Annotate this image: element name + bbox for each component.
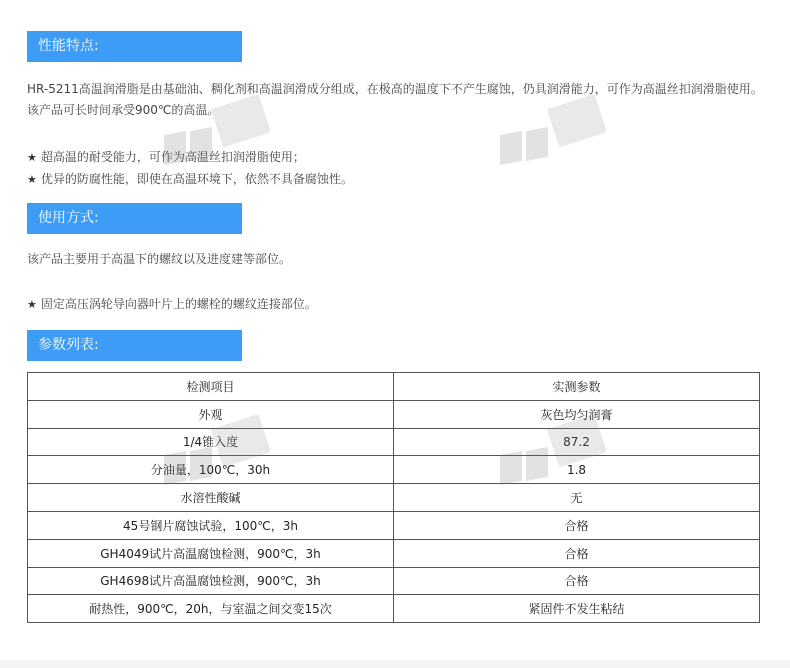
table-row (28, 400, 760, 428)
table-cell-item: GH4698试片高温腐蚀检测，900℃，3h (28, 567, 394, 595)
table-cell-item: 耐热性，900℃，20h，与室温之间交变15次 (28, 595, 394, 623)
table-header-value: 实测参数 (394, 373, 760, 401)
table-cell-item: 水溶性酸碱 (28, 484, 394, 512)
table-row (28, 428, 760, 456)
table-cell-value: 合格 (394, 567, 760, 595)
table-cell-value: 87.2 (394, 428, 760, 456)
features-bullet-2: ★ 优异的防腐性能，即使在高温环境下，依然不具备腐蚀性。 (27, 169, 767, 190)
usage-heading: 使用方式: (27, 203, 242, 234)
table-cell-item: 分油量，100℃，30h (28, 456, 394, 484)
table-row (28, 539, 760, 567)
table-row (28, 511, 760, 539)
features-bullet-1: ★ 超高温的耐受能力，可作为高温丝扣润滑脂使用； (27, 147, 767, 168)
table-cell-value: 紧固件不发生粘结 (394, 595, 760, 623)
table-header-item: 检测项目 (28, 373, 394, 401)
table-row (28, 567, 760, 595)
table-cell-item: GH4049试片高温腐蚀检测，900℃，3h (28, 539, 394, 567)
features-heading: 性能特点: (27, 31, 242, 62)
usage-intro: 该产品主要用于高温下的螺纹以及进度建等部位。 (27, 252, 292, 266)
table-cell-value: 合格 (394, 511, 760, 539)
table-cell-item: 1/4锥入度 (28, 428, 394, 456)
table-cell-value: 1.8 (394, 456, 760, 484)
table-row (28, 484, 760, 512)
params-table (27, 372, 760, 623)
table-cell-value: 无 (394, 484, 760, 512)
table-row (28, 456, 760, 484)
table-cell-item: 外观 (28, 400, 394, 428)
table-row (28, 595, 760, 623)
table-cell-value: 合格 (394, 539, 760, 567)
table-header-row (28, 373, 760, 401)
params-heading: 参数列表: (27, 330, 242, 361)
table-cell-item: 45号钢片腐蚀试验，100℃，3h (28, 511, 394, 539)
bottom-divider (0, 660, 790, 668)
usage-bullet-1: ★ 固定高压涡轮导向器叶片上的螺栓的螺纹连接部位。 (27, 294, 767, 315)
table-cell-value: 灰色均匀润膏 (394, 400, 760, 428)
features-intro: HR-5211高温润滑脂是由基础油、稠化剂和高温润滑成分组成，在极高的温度下不产生腐蚀，仍具润滑能力，可作为高温丝扣润滑脂使用。该产品可长时间承受900℃的高温。 (27, 82, 763, 117)
